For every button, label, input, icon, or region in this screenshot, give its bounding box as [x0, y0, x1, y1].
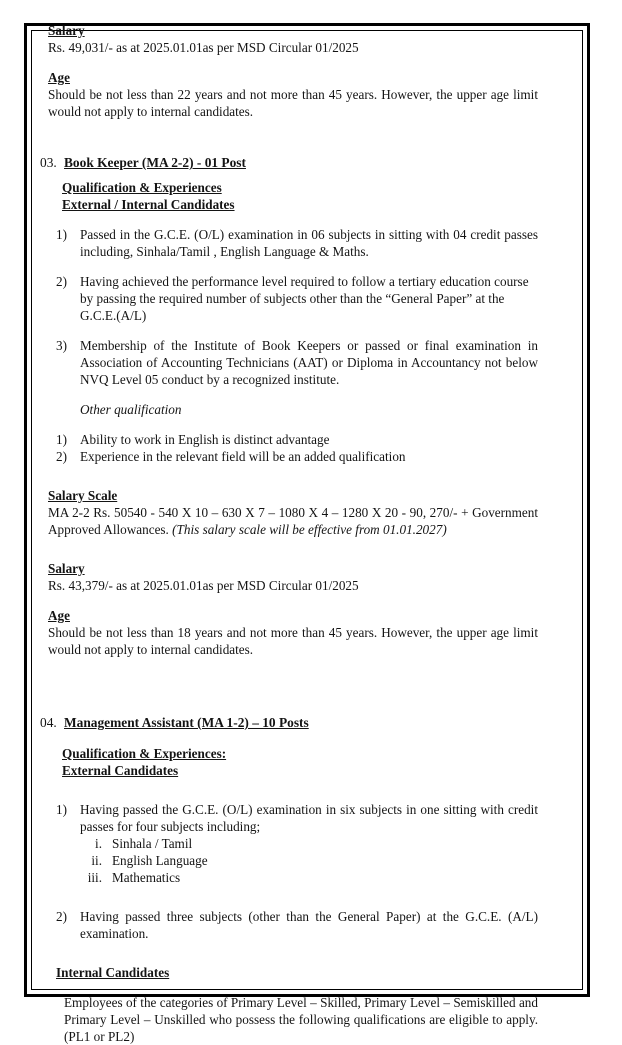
list-item [40, 448, 538, 465]
list-marker: i. [95, 836, 102, 851]
spacer [40, 324, 538, 337]
list-item [40, 908, 538, 942]
list-marker: 2) [56, 449, 67, 464]
list-marker: 1) [56, 432, 67, 447]
spacer [40, 465, 538, 487]
post-03-requirements [40, 226, 538, 388]
list-item [40, 869, 538, 886]
list-text: Membership of the Institute of Book Keepers or passed or final examination in Association of Accounting Technicians (AAT) or Diploma in Accountancy not below NVQ Level 05 conduct by a recognized institute. [80, 338, 538, 387]
spacer [40, 732, 538, 745]
spacer [40, 594, 538, 607]
list-item [40, 273, 538, 324]
spacer [40, 56, 538, 69]
spacer [40, 779, 538, 801]
spacer [40, 418, 538, 431]
spacer [40, 538, 538, 560]
post-03-other-qualifications [40, 431, 538, 465]
salary-heading-top: Salary [48, 23, 85, 38]
list-marker: iii. [87, 870, 102, 885]
post-03-age-text: Should be not less than 18 years and not more than 45 years. However, the upper age limit would not apply to internal candidates. [48, 625, 538, 657]
salary-scale-text [40, 504, 538, 538]
other-qualification-heading: Other qualification [80, 402, 182, 417]
list-marker: ii. [91, 853, 102, 868]
post-04-internal-heading: Internal Candidates [56, 965, 170, 980]
spacer [40, 692, 538, 714]
spacer [40, 260, 538, 273]
list-item [40, 226, 538, 260]
list-text: Sinhala / Tamil [112, 836, 193, 851]
spacer [40, 120, 538, 154]
list-item [40, 431, 538, 448]
list-marker: 1) [56, 802, 67, 817]
post-04-qualification-heading: Qualification & Experiences: [62, 746, 227, 761]
salary-scale-heading: Salary Scale [48, 488, 118, 503]
list-item [40, 801, 538, 835]
spacer [40, 172, 538, 179]
list-text: Passed in the G.C.E. (O/L) examination in 06 subjects in sitting with 04 credit passes including, Sinhala/Tamil , English Language & Maths. [80, 227, 538, 259]
list-marker: 3) [56, 338, 67, 353]
post-03-title: Book Keeper (MA 2-2) - 01 Post [64, 155, 246, 170]
age-text-top: Should be not less than 22 years and not more than 45 years. However, the upper age limit would not apply to internal candidates. [48, 87, 538, 119]
list-item [40, 835, 538, 852]
post-04-internal-text: Employees of the categories of Primary Level – Skilled, Primary Level – Semiskilled and Primary Level – Unskilled who possess the following qualifications are eligible to apply. (PL1 or PL2) [64, 995, 538, 1044]
post-03-qualification-heading: Qualification & Experiences [62, 180, 222, 195]
post-03-number: 03. [40, 155, 57, 170]
post-03-candidates-heading: External / Internal Candidates [62, 197, 235, 212]
salary-scale-note: (This salary scale will be effective from 01.01.2027) [172, 522, 447, 537]
list-text: Mathematics [112, 870, 181, 885]
list-item [40, 852, 538, 869]
post-04-heading [40, 714, 538, 732]
list-marker: 1) [56, 227, 67, 242]
list-marker: 2) [56, 909, 67, 924]
list-item [40, 337, 538, 388]
list-text: Having passed three subjects (other than the General Paper) at the G.C.E. (A/L) examination. [80, 909, 538, 941]
list-text: Having passed the G.C.E. (O/L) examination in six subjects in one sitting with credit passes for four subjects including; [80, 802, 538, 834]
post-03-salary-text: Rs. 43,379/- as at 2025.01.01as per MSD Circular 01/2025 [48, 578, 359, 593]
spacer [40, 213, 538, 226]
salary-text-top: Rs. 49,031/- as at 2025.01.01as per MSD Circular 01/2025 [48, 40, 359, 55]
spacer [40, 658, 538, 692]
list-text: Experience in the relevant field will be an added qualification [80, 449, 406, 464]
spacer [40, 942, 538, 964]
post-04-subjects [40, 835, 538, 886]
list-text: Having achieved the performance level required to follow a tertiary education course by passing the required number of subjects other than the “General Paper” at the G.C.E.(A/L) [80, 274, 529, 323]
post-04-number: 04. [40, 715, 57, 730]
spacer [40, 981, 538, 994]
document-content [40, 22, 538, 1044]
salary-scale-value: MA 2-2 Rs. 50540 - 540 X 10 – 630 X 7 – 1080 X 4 – 1280 X 20 - 90, 270/- + Government Approved Allowances. [48, 505, 538, 537]
post-04-requirements [40, 801, 538, 942]
list-marker: 2) [56, 274, 67, 289]
post-03-salary-heading: Salary [48, 561, 85, 576]
spacer [40, 388, 538, 401]
list-text: English Language [112, 853, 208, 868]
post-04-external-heading: External Candidates [62, 763, 179, 778]
post-03-heading [40, 154, 538, 172]
list-text: Ability to work in English is distinct advantage [80, 432, 330, 447]
spacer [40, 886, 538, 908]
post-03-age-heading: Age [48, 608, 70, 623]
post-04-title: Management Assistant (MA 1-2) – 10 Posts [64, 715, 309, 730]
age-heading-top: Age [48, 70, 70, 85]
